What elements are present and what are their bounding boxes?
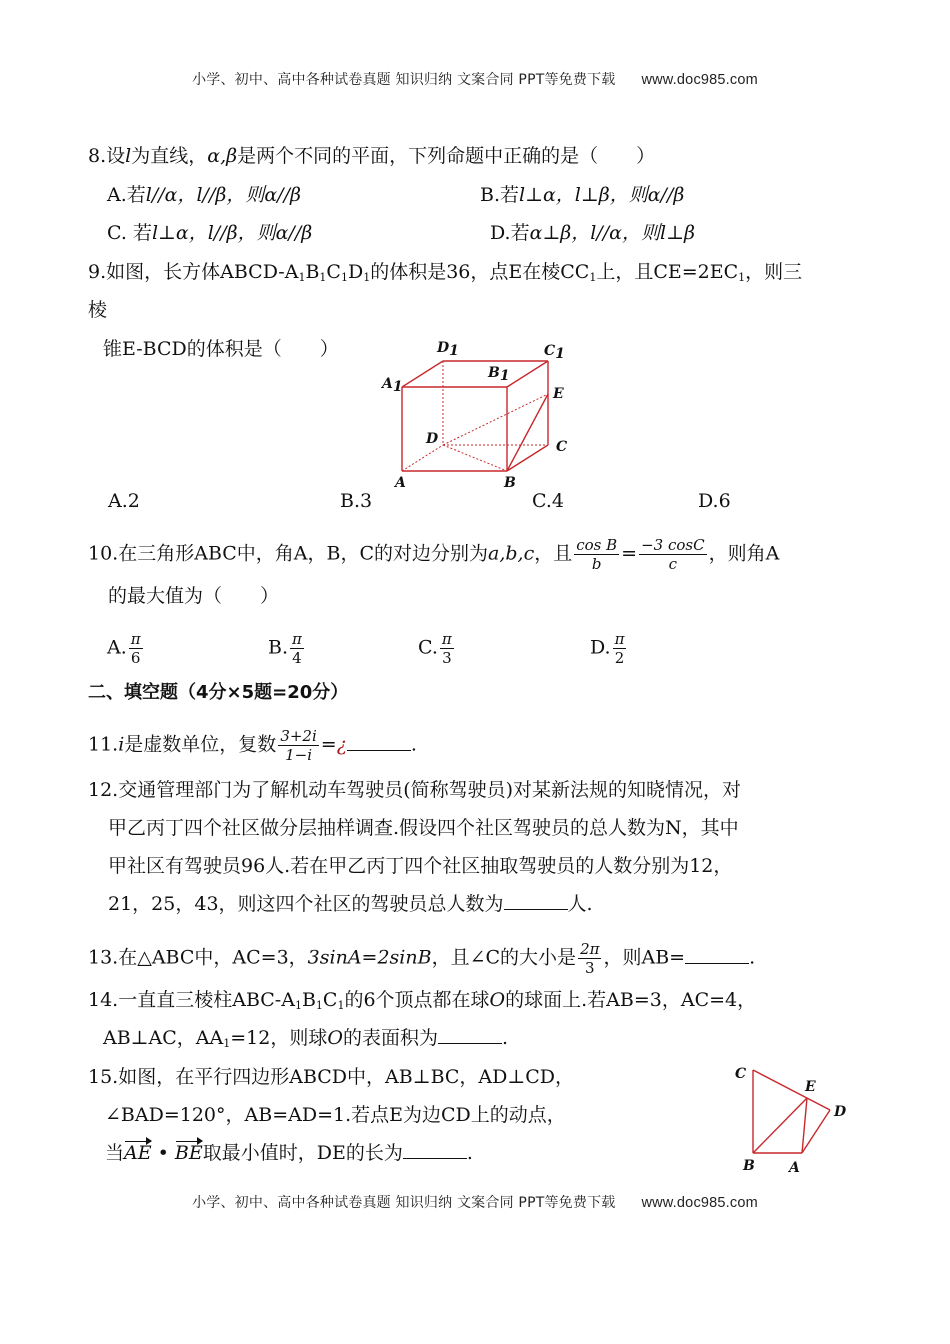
q15-answer-blank[interactable] — [403, 1140, 467, 1159]
frac-2pi-3: $\frac{2\pi}{3}$ — [580, 940, 600, 977]
frac-cosB-b: $\frac{\text{cos B}}{b}$ — [576, 536, 618, 573]
q8-option-b[interactable]: B.若l⊥α，l⊥β，则α//β — [480, 184, 685, 206]
page-footer — [0, 1192, 950, 1212]
q8-stem: 8.设l为直线，α,β是两个不同的平面，下列命题中正确的是（ ） — [88, 145, 656, 167]
q12-line4: 21，25，43，则这四个社区的驾驶员总人数为 人. — [108, 893, 593, 915]
label-A: A — [789, 1160, 800, 1176]
q15-line1: 15.如图，在平行四边形ABCD中，AB⊥BC，AD⊥CD， — [88, 1066, 575, 1088]
q9-stem-line2: 棱 — [88, 299, 108, 321]
q10-option-c[interactable]: C. $\frac{\pi}{3}$ — [418, 630, 452, 667]
q11-stem: 11.i是虚数单位，复数 $\frac{3+2i}{1-i}$ =¿ . — [88, 727, 417, 764]
q14-line1: 14.一直直三棱柱ABC-$A_1B_1C_1$的6个顶点都在球O的球面上.若AB=3，AC=4， — [88, 989, 757, 1012]
q15-line3: 当AE • BE取最小值时，DE的长为 . — [105, 1142, 473, 1164]
q8-option-c[interactable]: C. 若l⊥α，l//β，则α//β — [107, 222, 313, 244]
header-url[interactable]: www.doc985.com — [641, 72, 758, 88]
q10-option-a[interactable]: A. $\frac{\pi}{6}$ — [107, 630, 141, 667]
footer-text: 小学、初中、高中各种试卷真题 知识归纳 文案合同 PPT等免费下载 — [192, 1195, 616, 1211]
q15-line2: ∠BAD=120°，AB=AD=1.若点E为边CD上的动点， — [105, 1104, 566, 1126]
vector-AE: AE — [124, 1142, 152, 1164]
q9-stem-line3: 锥E-BCD的体积是（ ） — [103, 338, 339, 360]
label-D1: D1 — [437, 340, 459, 359]
q9-option-c[interactable]: C.4 — [532, 490, 564, 512]
label-A: A — [395, 475, 406, 491]
q8-option-d[interactable]: D.若α⊥β，l//α，则l⊥β — [490, 222, 695, 244]
q12-line2: 甲乙丙丁四个社区做分层抽样调查.假设四个社区驾驶员的总人数为N，其中 — [108, 817, 739, 839]
q14-answer-blank[interactable] — [438, 1025, 502, 1044]
label-E: E — [553, 386, 564, 402]
q13-answer-blank[interactable] — [685, 945, 749, 964]
q9-option-a[interactable]: A.2 — [108, 490, 140, 512]
q9-cuboid-figure — [370, 330, 590, 495]
label-D: D — [426, 431, 439, 447]
label-B: B — [504, 475, 516, 491]
label-E: E — [805, 1079, 816, 1095]
q10-option-d[interactable]: D. $\frac{\pi}{2}$ — [590, 630, 625, 667]
label-C: C — [735, 1066, 747, 1082]
q11-answer-blank[interactable] — [347, 732, 411, 751]
q10-stem-line2: 的最大值为（ ） — [108, 585, 280, 607]
label-C: C — [556, 439, 568, 455]
label-B1: B1 — [488, 365, 510, 384]
q9-option-b[interactable]: B.3 — [340, 490, 373, 512]
q9-option-d[interactable]: D.6 — [698, 490, 731, 512]
label-C1: C1 — [544, 343, 565, 362]
vector-BE: BE — [174, 1142, 203, 1164]
section-title-fill-in: 二、填空题（4分×5题=20分） — [88, 682, 349, 703]
label-D: D — [834, 1104, 847, 1120]
q13-stem: 13.在△ABC中，AC=3，3sinA=2sinB，且∠C的大小是 $\frac{2\pi}{3}$ ，则AB= . — [88, 940, 756, 977]
label-A1: A1 — [382, 376, 403, 395]
frac-cosC-c: $\frac{-3 \cos C}{c}$ — [641, 536, 705, 573]
q12-line3: 甲社区有驾驶员96人.若在甲乙丙丁四个社区抽取驾驶员的人数分别为12， — [108, 855, 733, 877]
label-B: B — [743, 1158, 755, 1174]
q15-quadrilateral-figure — [720, 1055, 860, 1180]
q10-stem-line1: 10.在三角形ABC中，角A，B，C的对边分别为a,b,c，且 $\frac{\text{cos B}}{b}$ = $\frac{-3 \cos C}{c}$ ，则角A — [88, 536, 780, 573]
q10-option-b[interactable]: B. $\frac{\pi}{4}$ — [268, 630, 302, 667]
header-text: 小学、初中、高中各种试卷真题 知识归纳 文案合同 PPT等免费下载 — [192, 72, 616, 88]
frac-complex: $\frac{3+2i}{1-i}$ — [280, 727, 317, 764]
page-header — [0, 69, 950, 89]
q12-answer-blank[interactable] — [504, 891, 568, 910]
q14-line2: AB⊥AC，$AA_1=12$，则球O的表面积为 . — [103, 1027, 509, 1050]
footer-url[interactable]: www.doc985.com — [641, 1195, 758, 1211]
q9-stem-line1: 9.如图，长方体ABCD-$A_1B_1C_1D_1$的体积是36，点E在棱$CC_1$上，且$CE=2EC_1$，则三 — [88, 261, 803, 284]
q8-option-a[interactable]: A.若l//α，l//β，则α//β — [107, 184, 301, 206]
q12-line1: 12.交通管理部门为了解机动车驾驶员(简称驾驶员)对某新法规的知晓情况，对 — [88, 779, 742, 801]
